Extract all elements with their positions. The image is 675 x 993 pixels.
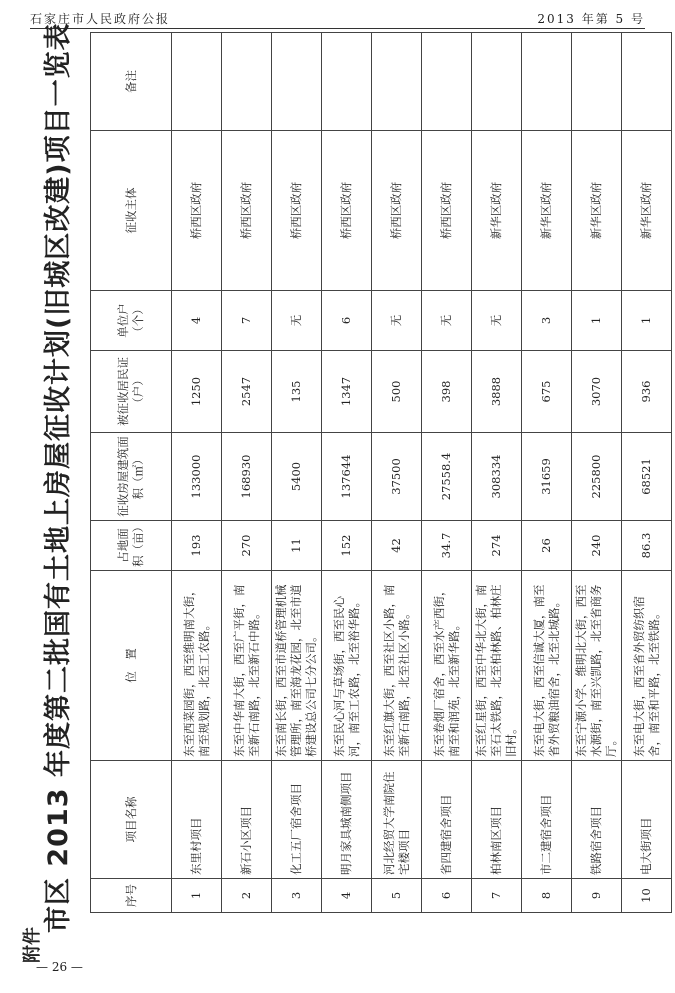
cell-remarks (272, 33, 322, 131)
cell-seq: 10 (622, 879, 672, 913)
cell-area: 34.7 (422, 521, 472, 571)
cell-area: 270 (222, 521, 272, 571)
cell-building: 133000 (172, 433, 222, 521)
header-units: 单位户（个） (91, 291, 172, 351)
cell-subject: 新华区政府 (522, 131, 572, 291)
cell-area: 26 (522, 521, 572, 571)
cell-name: 省四建宿舍项目 (422, 761, 472, 879)
cell-area: 11 (272, 521, 322, 571)
cell-seq: 2 (222, 879, 272, 913)
cell-subject: 桥西区政府 (322, 131, 372, 291)
cell-location: 东至电大街，西至省外贸纺织宿舍，南至和平路，北至铁路。 (622, 571, 672, 761)
cell-households: 2547 (222, 351, 272, 433)
cell-seq: 3 (272, 879, 322, 913)
cell-households: 1347 (322, 351, 372, 433)
cell-households: 398 (422, 351, 472, 433)
cell-location: 东至红星街，西至中华北大街，南至石太铁路，北至柏林路、柏林庄旧村。 (472, 571, 522, 761)
cell-area: 86.3 (622, 521, 672, 571)
cell-households: 936 (622, 351, 672, 433)
cell-subject: 桥西区政府 (272, 131, 322, 291)
cell-subject: 桥西区政府 (172, 131, 222, 291)
header-building: 征收房屋建筑面积（㎡） (91, 433, 172, 521)
cell-units: 无 (272, 291, 322, 351)
table-row (172, 33, 222, 913)
table-row (372, 33, 422, 913)
table-row (472, 33, 522, 913)
cell-name: 河北经贸大学南院住宅楼项目 (372, 761, 422, 879)
cell-subject: 桥西区政府 (422, 131, 472, 291)
cell-units: 无 (422, 291, 472, 351)
cell-remarks (322, 33, 372, 131)
cell-subject: 新华区政府 (622, 131, 672, 291)
cell-area: 152 (322, 521, 372, 571)
cell-households: 135 (272, 351, 322, 433)
cell-location: 东至卷烟厂宿舍，西至水产西街，南至和润苑，北至新华路。 (422, 571, 472, 761)
cell-building: 225800 (572, 433, 622, 521)
cell-location: 东至红旗大街，西至社区小路，南至新石南路，北至社区小路。 (372, 571, 422, 761)
publication-name: 石家庄市人民政府公报 (30, 12, 171, 26)
cell-households: 675 (522, 351, 572, 433)
header-households: 被征收居民证（户） (91, 351, 172, 433)
table-row (422, 33, 472, 913)
cell-name: 铁路宿舍项目 (572, 761, 622, 879)
cell-remarks (622, 33, 672, 131)
cell-name: 化工五厂宿舍项目 (272, 761, 322, 879)
cell-remarks (222, 33, 272, 131)
cell-building: 137644 (322, 433, 372, 521)
cell-seq: 9 (572, 879, 622, 913)
cell-location: 东至南长街，西至市道桥管理机械管理所，南至海龙花园，北至市道桥建设总公司七分公司。 (272, 571, 322, 761)
cell-building: 31659 (522, 433, 572, 521)
cell-area: 42 (372, 521, 422, 571)
annex-label: 附件 (22, 927, 43, 963)
cell-households: 3070 (572, 351, 622, 433)
document-title: 市区 2013 年度第二批国有土地上房屋征收计划(旧城区改建)项目一览表 (43, 22, 74, 933)
cell-building: 68521 (622, 433, 672, 521)
cell-households: 1250 (172, 351, 222, 433)
cell-location: 东至宁源小学、维明北大街，西至水源街，南至兴凯路，北至省商务厅。 (572, 571, 622, 761)
cell-seq: 4 (322, 879, 372, 913)
cell-units: 7 (222, 291, 272, 351)
cell-units: 1 (572, 291, 622, 351)
cell-remarks (172, 33, 222, 131)
table-row (222, 33, 272, 913)
cell-units: 无 (372, 291, 422, 351)
cell-building: 168930 (222, 433, 272, 521)
cell-area: 274 (472, 521, 522, 571)
cell-name: 新石小区项目 (222, 761, 272, 879)
cell-building: 37500 (372, 433, 422, 521)
table-row (322, 33, 372, 913)
header-remarks: 备注 (91, 33, 172, 131)
cell-subject: 新华区政府 (472, 131, 522, 291)
cell-remarks (372, 33, 422, 131)
cell-location: 东至中华南大街，西至广平街，南至新石南路，北至新石中路。 (222, 571, 272, 761)
cell-location: 东至西菜园街，西至维明南大街，南至规划路，北至工农路。 (172, 571, 222, 761)
header-name: 项目名称 (91, 761, 172, 879)
issue-number: 2013 年第 5 号 (537, 12, 645, 26)
table-row (622, 33, 672, 913)
cell-remarks (572, 33, 622, 131)
cell-subject: 桥西区政府 (222, 131, 272, 291)
cell-remarks (472, 33, 522, 131)
header-location: 位 置 (91, 571, 172, 761)
cell-units: 3 (522, 291, 572, 351)
header-area: 占地面积（亩） (91, 521, 172, 571)
cell-area: 240 (572, 521, 622, 571)
cell-name: 市二建宿舍项目 (522, 761, 572, 879)
project-table (90, 32, 672, 913)
cell-households: 3888 (472, 351, 522, 433)
page-number: — 26 — (36, 960, 83, 974)
cell-households: 500 (372, 351, 422, 433)
cell-units: 4 (172, 291, 222, 351)
cell-building: 5400 (272, 433, 322, 521)
cell-name: 明月家具城南侧项目 (322, 761, 372, 879)
table-row (272, 33, 322, 913)
cell-remarks (522, 33, 572, 131)
cell-units: 1 (622, 291, 672, 351)
cell-seq: 5 (372, 879, 422, 913)
table-header-row (91, 33, 172, 913)
cell-seq: 8 (522, 879, 572, 913)
header-subject: 征收主体 (91, 131, 172, 291)
table-row (522, 33, 572, 913)
cell-seq: 7 (472, 879, 522, 913)
cell-location: 东至民心河与草场街，西至民心河，南至工农路，北至裕华路。 (322, 571, 372, 761)
cell-name: 柏林南区项目 (472, 761, 522, 879)
cell-area: 193 (172, 521, 222, 571)
cell-units: 6 (322, 291, 372, 351)
cell-units: 无 (472, 291, 522, 351)
cell-subject: 桥西区政府 (372, 131, 422, 291)
cell-seq: 6 (422, 879, 472, 913)
cell-seq: 1 (172, 879, 222, 913)
cell-subject: 新华区政府 (572, 131, 622, 291)
cell-remarks (422, 33, 472, 131)
cell-name: 电大街项目 (622, 761, 672, 879)
header-seq: 序号 (91, 879, 172, 913)
cell-name: 东里村项目 (172, 761, 222, 879)
cell-location: 东至电大街，西至信诚大厦，南至省外贸粮油宿舍，北至北城路。 (522, 571, 572, 761)
cell-building: 308334 (472, 433, 522, 521)
cell-building: 27558.4 (422, 433, 472, 521)
table-row (572, 33, 622, 913)
